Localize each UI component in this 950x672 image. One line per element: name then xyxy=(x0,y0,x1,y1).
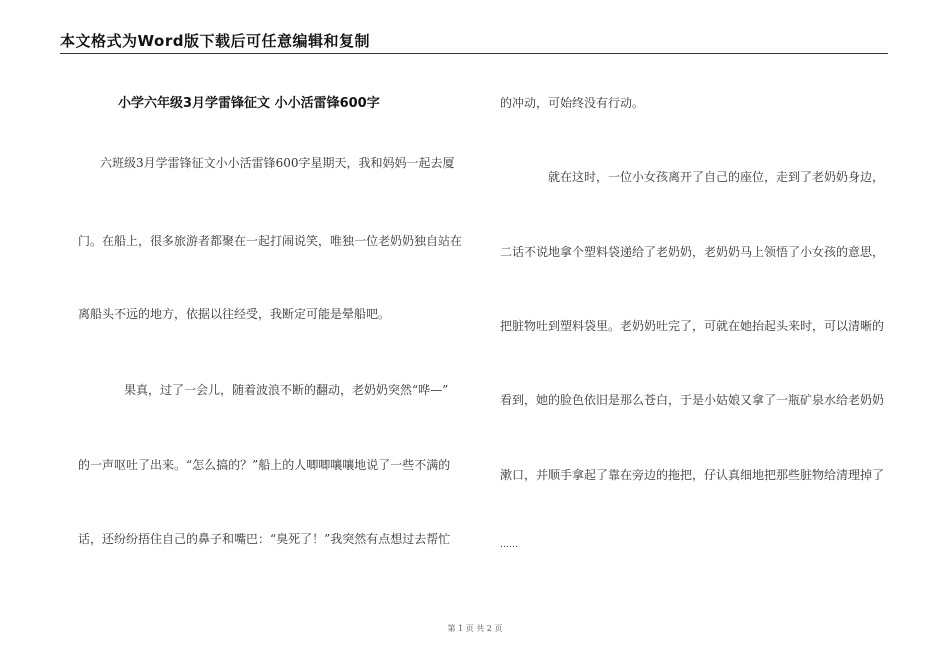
paragraph-line: 把脏物吐到塑料袋里。老奶奶吐完了，可就在她抬起头来时，可以清晰的 xyxy=(500,319,885,333)
paragraph-line: …… xyxy=(500,540,518,550)
paragraph-line: 看到，她的脸色依旧是那么苍白，于是小姑娘又拿了一瓶矿泉水给老奶奶 xyxy=(500,393,885,407)
header-divider xyxy=(60,53,888,54)
paragraph-line: 就在这时，一位小女孩离开了自己的座位，走到了老奶奶身边， xyxy=(548,170,885,184)
page-number: 第 1 页 共 2 页 xyxy=(447,624,503,633)
paragraph-line: 漱口，并顺手拿起了靠在旁边的拖把，仔认真细地把那些脏物给清理掉了 xyxy=(500,468,885,482)
paragraph-line: 话，还纷纷捂住自己的鼻子和嘴巴：“臭死了！”我突然有点想过去帮忙 xyxy=(78,532,451,546)
paragraph-line: 果真，过了一会儿，随着波浪不断的翻动，老奶奶突然“哗—” xyxy=(124,383,449,397)
paragraph-line: 二话不说地拿个塑料袋递给了老奶奶，老奶奶马上领悟了小女孩的意思， xyxy=(500,245,885,259)
paragraph-line: 的冲动，可始终没有行动。 xyxy=(500,96,645,110)
paragraph-line: 离船头不远的地方，依据以往经受，我断定可能是晕船吧。 xyxy=(78,307,391,321)
paragraph-line: 门。在船上，很多旅游者都聚在一起打闹说笑，唯独一位老奶奶独自站在 xyxy=(78,234,463,248)
paragraph-line: 的一声呕吐了出来。“怎么搞的？”船上的人唧唧嚷嚷地说了一些不满的 xyxy=(78,458,451,472)
paragraph-line: 六班级3月学雷锋征文小小活雷锋600字星期天，我和妈妈一起去厦 xyxy=(100,156,455,170)
download-banner: 本文格式为Word版下载后可任意编辑和复制 xyxy=(60,32,370,50)
document-title: 小学六年级3月学雷锋征文 小小活雷锋600字 xyxy=(118,96,380,111)
